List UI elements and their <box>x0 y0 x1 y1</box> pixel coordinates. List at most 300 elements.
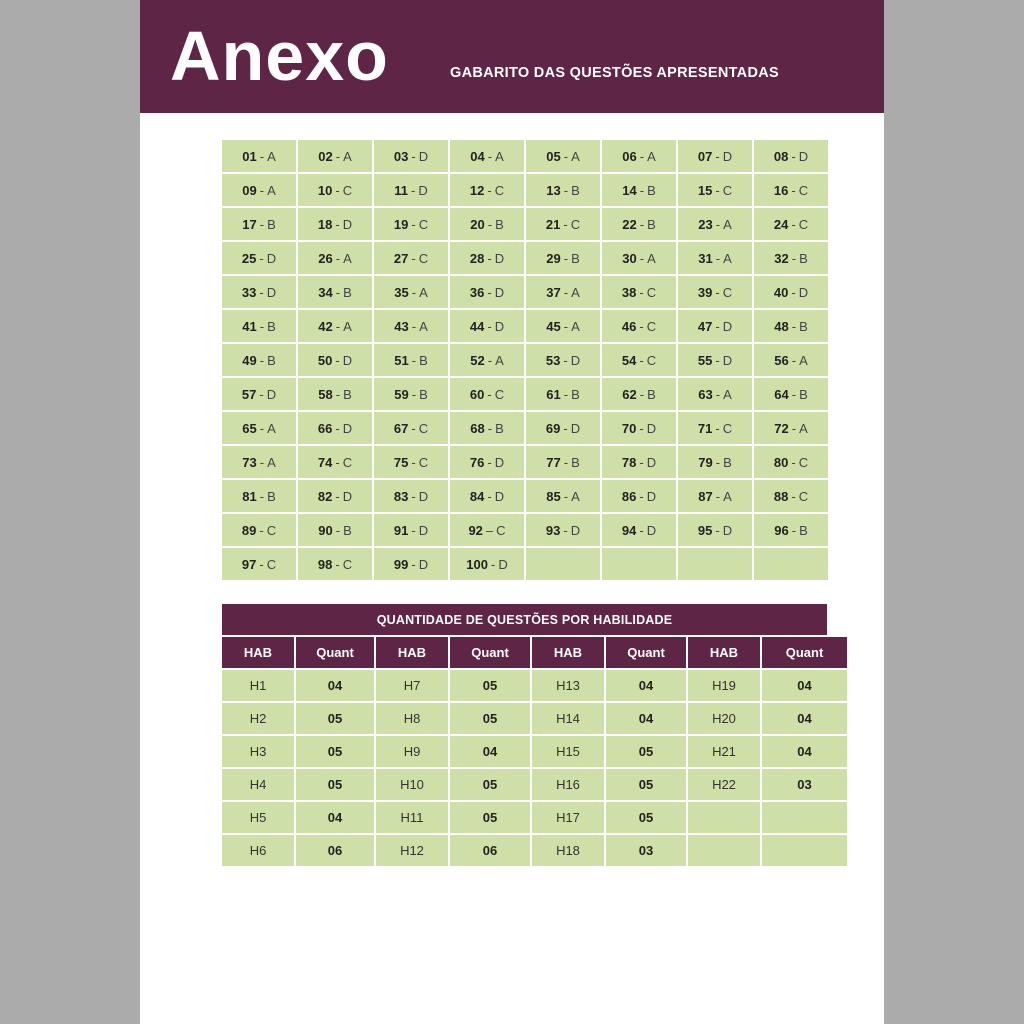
answer-letter: C <box>494 182 505 198</box>
answer-letter: B <box>419 386 428 402</box>
answer-letter: D <box>494 318 505 334</box>
answer-cell <box>526 344 600 376</box>
answer-letter: D <box>342 488 353 504</box>
answer-letter: D <box>494 454 505 470</box>
answer-letter: A <box>267 182 276 198</box>
answer-cell <box>222 378 296 410</box>
answer-letter: A <box>571 284 580 300</box>
answer-letter: C <box>418 216 429 232</box>
answer-cell <box>222 242 296 274</box>
answer-cell <box>526 276 600 308</box>
answer-cell <box>602 276 676 308</box>
separator: - <box>335 522 341 538</box>
answer-cell <box>450 446 524 478</box>
answer-letter: B <box>571 386 580 402</box>
question-number: 83 <box>393 488 409 504</box>
separator: - <box>335 182 340 198</box>
separator: - <box>487 250 492 266</box>
answer-letter: A <box>799 420 808 436</box>
question-number: 07 <box>697 148 713 164</box>
skills-grid <box>222 637 827 866</box>
answer-cell <box>222 140 296 172</box>
answer-cell <box>754 276 828 308</box>
separator: - <box>411 284 417 300</box>
question-number: 94 <box>621 522 637 538</box>
question-number: 71 <box>697 420 713 436</box>
answer-cell <box>298 548 372 580</box>
question-number: 29 <box>546 250 561 266</box>
question-number: 17 <box>242 216 257 232</box>
empty-cell <box>526 548 600 580</box>
skill-quantity: 04 <box>606 703 686 734</box>
separator: - <box>715 148 720 164</box>
question-number: 90 <box>318 522 333 538</box>
answer-letter: D <box>722 522 733 538</box>
answer-cell <box>450 378 524 410</box>
separator: - <box>335 352 340 368</box>
answer-letter: D <box>722 318 733 334</box>
question-number: 46 <box>621 318 637 334</box>
answer-letter: D <box>418 488 429 504</box>
answer-cell <box>678 174 752 206</box>
answer-letter: B <box>495 216 504 232</box>
question-number: 39 <box>697 284 713 300</box>
question-number: 25 <box>241 250 257 266</box>
answer-letter: D <box>498 556 508 572</box>
answer-cell <box>450 140 524 172</box>
answer-letter: C <box>266 556 277 572</box>
question-number: 79 <box>698 454 713 470</box>
empty-cell <box>602 548 676 580</box>
answer-letter: B <box>267 352 276 368</box>
answer-cell <box>222 480 296 512</box>
answer-letter: A <box>723 250 732 266</box>
answer-letter: C <box>570 216 581 232</box>
separator: - <box>487 182 492 198</box>
question-number: 52 <box>470 352 485 368</box>
answer-cell <box>602 446 676 478</box>
answer-cell <box>602 412 676 444</box>
question-number: 93 <box>545 522 561 538</box>
question-number: 38 <box>621 284 637 300</box>
answer-cell <box>754 344 828 376</box>
answer-letter: C <box>342 454 353 470</box>
skill-code: H5 <box>222 802 294 833</box>
answer-cell <box>602 514 676 546</box>
question-number: 70 <box>621 420 637 436</box>
question-number: 13 <box>546 182 561 198</box>
separator: - <box>259 216 265 232</box>
separator: - <box>259 386 264 402</box>
separator: - <box>487 216 493 232</box>
answer-cell <box>222 310 296 342</box>
separator: - <box>563 250 569 266</box>
answer-cell <box>678 208 752 240</box>
question-number: 44 <box>469 318 485 334</box>
answer-letter: D <box>646 454 657 470</box>
skill-code: H16 <box>532 769 604 800</box>
answer-cell <box>526 174 600 206</box>
answer-letter: C <box>798 216 809 232</box>
answer-letter: A <box>267 454 276 470</box>
question-number: 11 <box>394 182 408 198</box>
separator: - <box>563 148 569 164</box>
skill-code: H4 <box>222 769 294 800</box>
answer-letter: A <box>343 318 352 334</box>
skill-quantity: 03 <box>762 769 847 800</box>
skill-quantity: 04 <box>606 670 686 701</box>
answer-letter: D <box>342 352 353 368</box>
answer-cell <box>678 140 752 172</box>
question-number: 97 <box>241 556 257 572</box>
answer-letter: B <box>267 318 276 334</box>
separator: - <box>411 318 417 334</box>
separator: - <box>487 454 492 470</box>
question-number: 81 <box>242 488 257 504</box>
answer-letter: B <box>647 182 656 198</box>
answer-letter: B <box>343 386 352 402</box>
answer-cell <box>298 208 372 240</box>
question-number: 49 <box>242 352 257 368</box>
answer-cell <box>450 242 524 274</box>
answer-letter: D <box>418 148 429 164</box>
answer-cell <box>222 174 296 206</box>
answer-cell <box>222 412 296 444</box>
answer-cell <box>450 480 524 512</box>
question-number: 37 <box>546 284 561 300</box>
answer-cell <box>754 514 828 546</box>
question-number: 18 <box>317 216 333 232</box>
separator: - <box>791 386 797 402</box>
answer-letter: B <box>343 284 352 300</box>
answer-letter: B <box>799 318 808 334</box>
answer-letter: B <box>267 216 276 232</box>
skill-code: H6 <box>222 835 294 866</box>
skill-quantity: 05 <box>296 736 374 767</box>
answer-letter: A <box>343 148 352 164</box>
answer-letter: B <box>647 216 656 232</box>
answer-cell <box>222 344 296 376</box>
separator: - <box>335 386 341 402</box>
separator: - <box>487 488 492 504</box>
answer-letter: B <box>419 352 428 368</box>
skill-quantity: 04 <box>450 736 530 767</box>
separator: - <box>411 216 416 232</box>
question-number: 64 <box>774 386 789 402</box>
answer-cell <box>374 378 448 410</box>
question-number: 42 <box>318 318 333 334</box>
answer-cell <box>374 446 448 478</box>
question-number: 24 <box>773 216 789 232</box>
separator: - <box>563 420 568 436</box>
answer-cell <box>298 446 372 478</box>
answer-letter: A <box>723 488 732 504</box>
separator: - <box>487 148 493 164</box>
question-number: 45 <box>546 318 561 334</box>
question-number: 23 <box>698 216 713 232</box>
separator: - <box>259 454 265 470</box>
answer-cell <box>298 140 372 172</box>
skill-quantity: 04 <box>296 802 374 833</box>
skill-quantity: 05 <box>606 736 686 767</box>
skills-table <box>222 604 827 866</box>
answer-cell <box>298 514 372 546</box>
answer-cell <box>602 344 676 376</box>
question-number: 43 <box>394 318 409 334</box>
separator: - <box>335 556 340 572</box>
separator: - <box>639 420 644 436</box>
answer-letter: A <box>419 284 428 300</box>
question-number: 91 <box>393 522 409 538</box>
answer-cell <box>450 548 524 580</box>
question-number: 76 <box>469 454 485 470</box>
answer-letter: A <box>419 318 428 334</box>
answer-cell <box>754 310 828 342</box>
separator: - <box>715 488 721 504</box>
answer-letter: A <box>495 352 504 368</box>
separator: - <box>639 148 645 164</box>
skills-table-title: QUANTIDADE DE QUESTÕES POR HABILIDADE <box>222 604 827 635</box>
separator: - <box>411 556 416 572</box>
skill-quantity: 04 <box>762 736 847 767</box>
answer-cell <box>222 276 296 308</box>
question-number: 47 <box>697 318 713 334</box>
answer-cell <box>450 514 524 546</box>
question-number: 51 <box>394 352 409 368</box>
answer-cell <box>450 208 524 240</box>
separator: - <box>259 182 265 198</box>
skill-quantity: 05 <box>450 769 530 800</box>
question-number: 87 <box>698 488 713 504</box>
separator: - <box>335 318 341 334</box>
answer-letter: D <box>798 148 809 164</box>
skill-code: H20 <box>688 703 760 734</box>
column-header-quant: Quant <box>296 637 374 668</box>
answer-cell <box>678 378 752 410</box>
question-number: 73 <box>242 454 257 470</box>
separator: - <box>259 318 265 334</box>
skill-code: H22 <box>688 769 760 800</box>
skill-quantity: 05 <box>450 703 530 734</box>
answer-cell <box>526 514 600 546</box>
question-number: 31 <box>698 250 713 266</box>
separator: - <box>411 522 416 538</box>
answer-letter: B <box>343 522 352 538</box>
answer-letter: D <box>646 488 657 504</box>
question-number: 98 <box>317 556 333 572</box>
separator: - <box>259 420 265 436</box>
empty-cell <box>754 548 828 580</box>
question-number: 02 <box>318 148 333 164</box>
column-header-hab: HAB <box>222 637 294 668</box>
answer-letter: C <box>418 420 429 436</box>
answer-letter: A <box>495 148 504 164</box>
question-number: 28 <box>469 250 485 266</box>
answer-cell <box>222 446 296 478</box>
separator: - <box>791 148 796 164</box>
separator: - <box>639 352 644 368</box>
question-number: 75 <box>393 454 409 470</box>
answer-cell <box>222 514 296 546</box>
question-number: 68 <box>470 420 485 436</box>
answer-cell <box>298 242 372 274</box>
skill-quantity: 04 <box>296 670 374 701</box>
answer-letter: C <box>722 420 733 436</box>
question-number: 36 <box>469 284 485 300</box>
question-number: 59 <box>394 386 409 402</box>
separator: - <box>715 420 720 436</box>
separator: - <box>791 420 797 436</box>
separator: - <box>335 250 341 266</box>
page-subtitle: GABARITO DAS QUESTÕES APRESENTADAS <box>450 65 779 81</box>
question-number: 20 <box>470 216 485 232</box>
question-number: 67 <box>393 420 409 436</box>
separator: - <box>639 488 644 504</box>
separator: - <box>715 386 721 402</box>
answer-letter: A <box>799 352 808 368</box>
answer-cell <box>678 344 752 376</box>
answer-letter: D <box>570 420 581 436</box>
question-number: 84 <box>469 488 485 504</box>
answer-letter: B <box>799 250 808 266</box>
answer-cell <box>374 344 448 376</box>
separator: - <box>715 522 720 538</box>
separator: - <box>259 352 265 368</box>
question-number: 72 <box>774 420 789 436</box>
separator: - <box>259 522 264 538</box>
question-number: 05 <box>546 148 561 164</box>
skill-code: H2 <box>222 703 294 734</box>
separator: - <box>259 148 265 164</box>
question-number: 80 <box>773 454 789 470</box>
separator: - <box>639 182 645 198</box>
answer-letter: A <box>571 148 580 164</box>
separator: - <box>487 284 492 300</box>
separator: – <box>485 522 494 538</box>
question-number: 26 <box>318 250 333 266</box>
separator: - <box>563 216 568 232</box>
separator: - <box>411 420 416 436</box>
skill-quantity: 05 <box>450 802 530 833</box>
question-number: 19 <box>393 216 409 232</box>
question-number: 82 <box>317 488 333 504</box>
question-number: 10 <box>317 182 333 198</box>
answer-cell <box>526 208 600 240</box>
answer-cell <box>374 310 448 342</box>
skill-code: H11 <box>376 802 448 833</box>
answer-letter: D <box>646 522 657 538</box>
question-number: 69 <box>545 420 561 436</box>
separator: - <box>791 250 797 266</box>
skill-quantity: 06 <box>450 835 530 866</box>
separator: - <box>259 250 264 266</box>
answer-letter: C <box>798 182 809 198</box>
skill-code: H17 <box>532 802 604 833</box>
answer-cell <box>298 378 372 410</box>
separator: - <box>487 318 492 334</box>
answer-cell <box>374 174 448 206</box>
separator: - <box>563 386 569 402</box>
question-number: 34 <box>318 284 333 300</box>
answer-cell <box>374 514 448 546</box>
separator: - <box>563 318 569 334</box>
question-number: 57 <box>241 386 257 402</box>
answer-letter: D <box>266 386 277 402</box>
answer-cell <box>222 548 296 580</box>
answer-cell <box>678 480 752 512</box>
question-number: 15 <box>697 182 713 198</box>
skill-quantity: 04 <box>762 703 847 734</box>
skill-code: H14 <box>532 703 604 734</box>
answer-letter: B <box>647 386 656 402</box>
question-number: 27 <box>393 250 409 266</box>
separator: - <box>639 522 644 538</box>
answer-letter: D <box>494 250 505 266</box>
answer-cell <box>754 480 828 512</box>
answer-cell <box>374 208 448 240</box>
separator: - <box>791 488 796 504</box>
skill-quantity: 03 <box>606 835 686 866</box>
separator: - <box>259 556 264 572</box>
separator: - <box>490 556 496 572</box>
answer-letter: A <box>647 250 656 266</box>
answer-cell <box>754 140 828 172</box>
column-header-quant: Quant <box>450 637 530 668</box>
answer-cell <box>754 446 828 478</box>
question-number: 35 <box>394 284 409 300</box>
answer-cell <box>754 242 828 274</box>
separator: - <box>335 284 341 300</box>
skill-code: H21 <box>688 736 760 767</box>
answer-letter: A <box>647 148 656 164</box>
question-number: 88 <box>773 488 789 504</box>
question-number: 55 <box>697 352 713 368</box>
skill-code: H19 <box>688 670 760 701</box>
answer-letter: C <box>722 284 733 300</box>
separator: - <box>563 488 569 504</box>
separator: - <box>715 216 721 232</box>
answer-letter: C <box>646 284 657 300</box>
question-number: 99 <box>393 556 409 572</box>
question-number: 12 <box>469 182 485 198</box>
answer-letter: C <box>798 454 809 470</box>
answer-cell <box>526 378 600 410</box>
separator: - <box>411 148 416 164</box>
answer-letter: C <box>342 556 353 572</box>
separator: - <box>335 420 340 436</box>
answer-letter: D <box>722 148 733 164</box>
answer-cell <box>526 310 600 342</box>
question-number: 60 <box>469 386 485 402</box>
separator: - <box>411 454 416 470</box>
separator: - <box>335 454 340 470</box>
separator: - <box>639 318 644 334</box>
answer-cell <box>754 208 828 240</box>
answer-cell <box>526 140 600 172</box>
separator: - <box>715 454 721 470</box>
question-number: 100 <box>466 556 488 572</box>
question-number: 66 <box>317 420 333 436</box>
document-page <box>140 0 884 1024</box>
answer-letter: D <box>342 216 353 232</box>
answer-letter: D <box>646 420 657 436</box>
separator: - <box>563 352 568 368</box>
answer-cell <box>374 480 448 512</box>
column-header-hab: HAB <box>688 637 760 668</box>
question-number: 01 <box>242 148 257 164</box>
answer-cell <box>602 378 676 410</box>
answer-letter: A <box>571 318 580 334</box>
